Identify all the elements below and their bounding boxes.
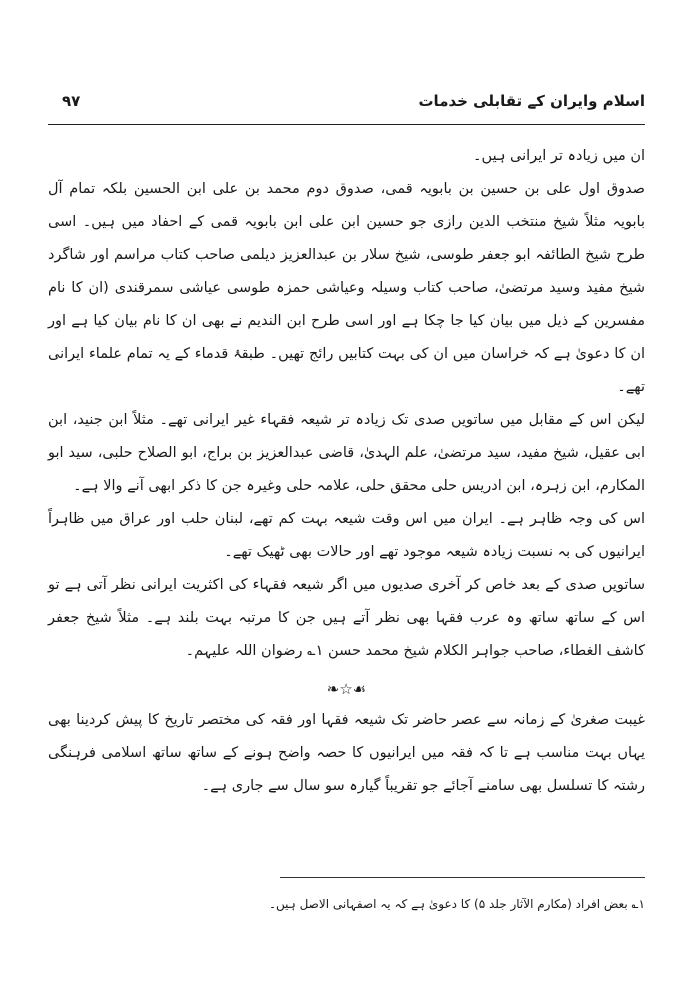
closing-paragraph: غیبت صغریٰ کے زمانہ سے عصر حاضر تک شیعہ فقہا اور فقہ کی مختصر تاریخ کا پیش کردینا بھی یہاں بہت مناسب ہے تا کہ فقہ میں ایرانیوں کا حصہ واضح ہونے کے ساتھ ساتھ اسلامی فرہنگی رشتہ کا تسلسل بھی سامنے آجائے جو تقریباً گیارہ سو سال سے جاری ہے۔ <box>48 712 645 794</box>
page-number: ۹۷ <box>62 92 81 110</box>
main-text <box>48 140 645 803</box>
footnote-divider <box>280 877 645 878</box>
paragraph: ان میں زیادہ تر ایرانی ہیں۔ <box>473 148 645 164</box>
paragraph: لیکن اس کے مقابل میں ساتویں صدی تک زیادہ تر شیعہ فقہاء غیر ایرانی تھے۔ مثلاً ابن جنید، ابن ابی عقیل، شیخ مفید، سید مرتضیٰ، علم الہدیٰ، قاضی عبدالعزیز بن براج، ابو الصلاح حلبی، سید ابو المکارم، ابن زہرہ، ابن ادریس حلی محقق حلی، علامہ حلی وغیرہ جن کا ذکر ابھی آنے والا ہے۔ <box>48 412 645 494</box>
footnote: ۱؎ بعض افراد (مکارم الآثار جلد ۵) کا دعویٰ ہے کہ یہ اصفہانی الاصل ہیں۔ <box>268 897 645 911</box>
paragraph: اس کی وجہ ظاہر ہے۔ ایران میں اس وقت شیعہ بہت کم تھے، لبنان حلب اور عراق میں ظاہراً ایرانیوں کی بہ نسبت زیادہ شیعہ موجود تھے اور حالات بھی ٹھیک تھے۔ <box>48 511 645 560</box>
section-ornament: ❧☆☙ <box>326 680 367 698</box>
paragraph: ساتویں صدی کے بعد خاص کر آخری صدیوں میں اگر شیعہ فقہاء کی اکثریت ایرانی نظر آتی ہے تو اس کے ساتھ ساتھ وہ عرب فقہا بھی نظر آتے ہیں جن کا مرتبہ بہت بلند ہے۔ مثلاً شیخ جعفر کاشف الغطاء، صاحب جواہر الکلام شیخ محمد حسن ۱؎ رضوان اللہ علیہم۔ <box>48 577 645 659</box>
header-divider <box>48 124 645 125</box>
paragraph: صدوق اول علی بن حسین بن بابویہ قمی، صدوق دوم محمد بن علی ابن الحسین بلکہ تمام آل بابویہ مثلاً شیخ منتخب الدین رازی جو حسین ابن علی ابن بابویہ قمی کے احفاد میں ہیں۔ اسی طرح شیخ الطائفہ ابو جعفر طوسی، شیخ سلار بن عبدالعزیز دیلمی صاحب کتاب مراسم اور شاگرد شیخ مفید وسید مرتضیٰ، صاحب کتاب وسیلہ وعیاشی حمزہ طوسی عیاشی سمرقندی (ان کا نام مفسرین کے ذیل میں بیان کیا جا چکا ہے اور اسی طرح ابن الندیم نے بھی ان کا نام بیان کیا ہے اور ان کا دعویٰ ہے کہ خراسان میں ان کی بہت کتابیں رائج تھیں۔ طبقۂ قدماء کے یہ تمام علماء ایرانی تھے۔ <box>48 181 645 395</box>
running-title: اسلام وایران کے تقابلی خدمات <box>418 92 645 110</box>
